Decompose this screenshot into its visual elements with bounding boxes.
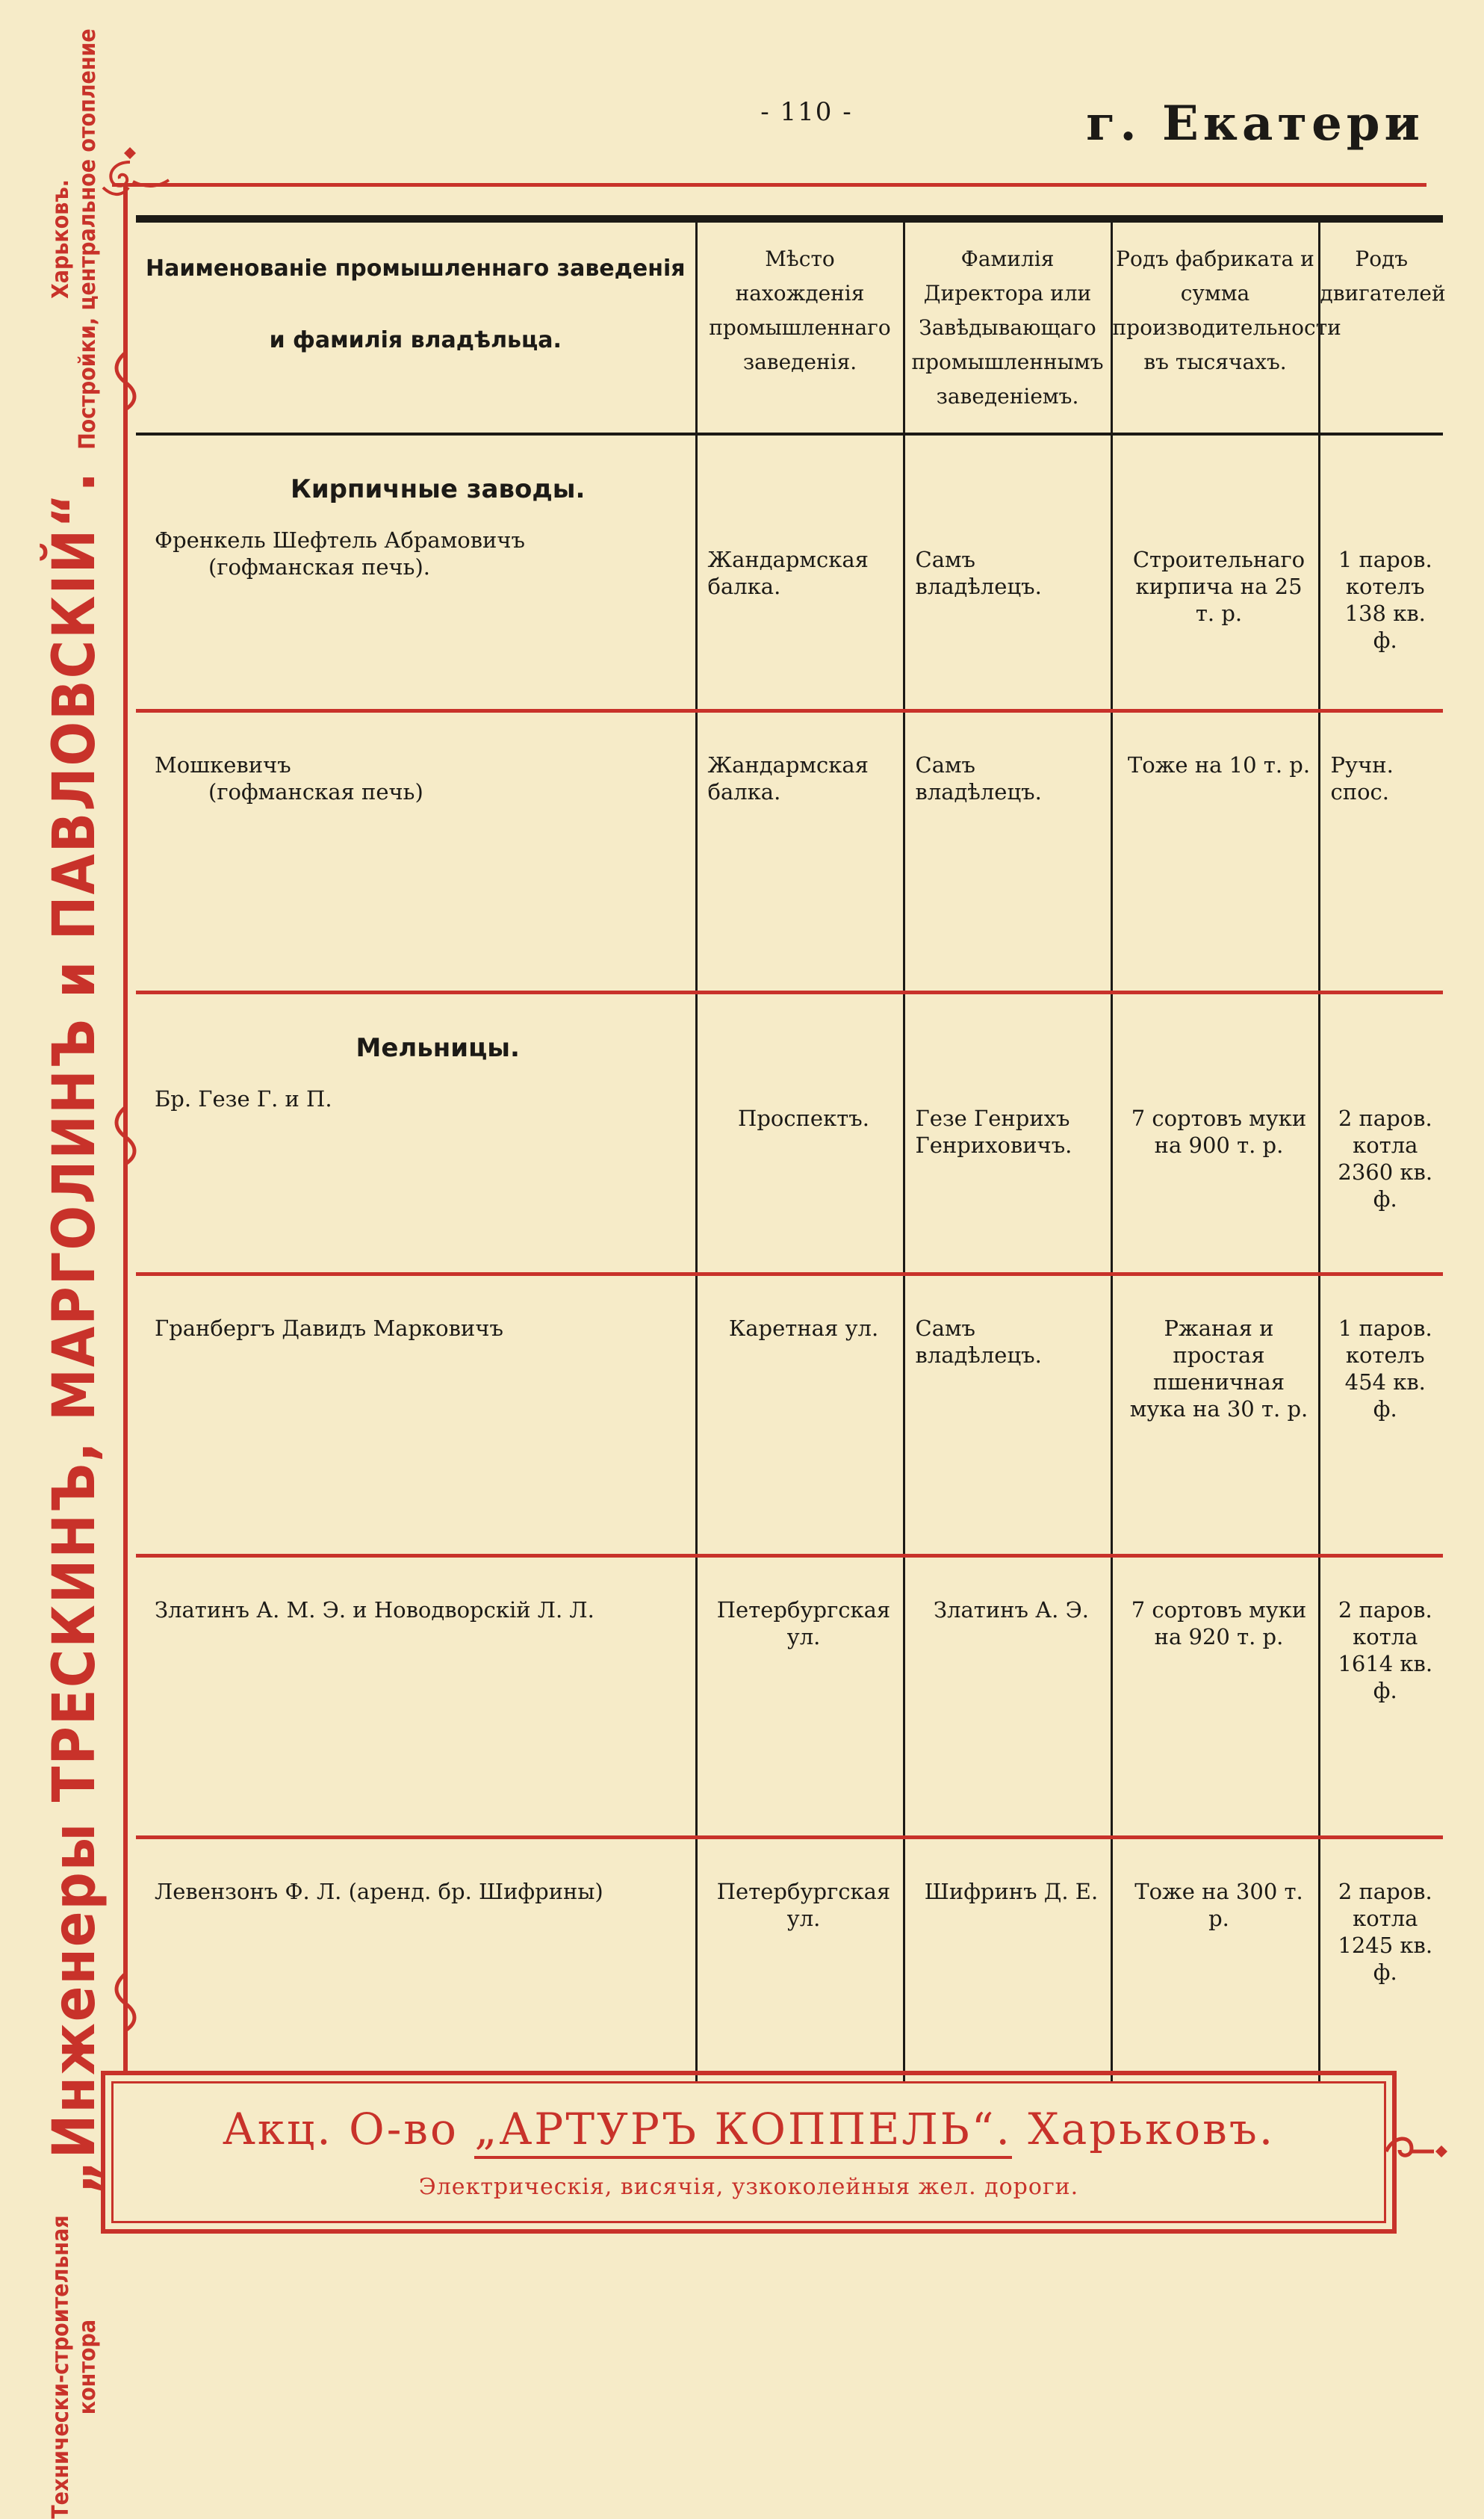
cell-name [136, 992, 696, 1274]
header-engines: Родъ двигателей [1319, 219, 1443, 434]
side-ad-left-line1: Технически-строительная [48, 2215, 74, 2519]
side-ad-brand: „Инженеры ТРЕСКИНЪ, МАРГОЛИНЪ и ПАВЛОВСКІЙ“. [41, 470, 108, 2195]
row-name: Мошкевичъ [155, 752, 291, 778]
cell-engines: 1 паров. котелъ 454 кв. ф. [1319, 1274, 1443, 1555]
cell-name [136, 1274, 696, 1555]
table-row [136, 1274, 1443, 1555]
table-row [136, 992, 1443, 1274]
cell-engines: Ручн. спос. [1319, 710, 1443, 992]
cell-engines: 2 паров. котла 1614 кв. ф. [1319, 1555, 1443, 1837]
row-name: Левензонъ Ф. Л. (аренд. бр. Шифрины) [155, 1878, 603, 1904]
side-ad-left-text [48, 2215, 102, 2518]
cell-name [136, 434, 696, 710]
cell-product: Ржаная и простая пшеничная мука на 30 т. р. [1111, 1274, 1319, 1555]
cell-product: Тоже на 300 т. р. [1111, 1837, 1319, 2083]
cell-engines: 2 паров. котла 1245 кв. ф. [1319, 1837, 1443, 2083]
side-ad-right-line2: Постройки, центральное отопление [75, 28, 101, 450]
footer-ad-company: „АРТУРЪ КОППЕЛЬ“. [474, 2104, 1012, 2159]
industrial-establishments-table [136, 215, 1446, 2083]
side-ad-left-line2: контора [75, 2319, 101, 2415]
page-number: - 110 - [760, 97, 853, 127]
header-name-line1: Наименованіе промышленнаго заведенія [145, 255, 686, 282]
footer-flourish-icon [1383, 2129, 1450, 2174]
cell-engines: 1 паров. котелъ 138 кв. ф. [1319, 434, 1443, 710]
table-row [136, 1837, 1443, 2083]
table-row [136, 434, 1443, 710]
cell-engines: 2 паров. котла 2360 кв. ф. [1319, 992, 1443, 1274]
table-row [136, 710, 1443, 992]
cell-location: Петербургская ул. [696, 1837, 904, 2083]
row-name-sub: (гофманская печь) [208, 778, 423, 805]
cell-location: Жандармская балка. [696, 710, 904, 992]
row-name: Гранбергъ Давидъ Марковичъ [155, 1315, 503, 1341]
cell-name [136, 1837, 696, 2083]
footer-ad-tagline: Электрическія, висячія, узкоколейныя жел. дороги. [418, 2174, 1079, 2200]
section-title-mills: Мельницы. [356, 1032, 520, 1063]
cell-name [136, 710, 696, 992]
running-head: г. Екатери [1086, 96, 1424, 152]
cell-product: 7 сортовъ муки на 900 т. р. [1111, 992, 1319, 1274]
cell-director: Златинъ А. Э. [904, 1555, 1111, 1837]
cell-director: Самъ владѣлецъ. [904, 1274, 1111, 1555]
cell-director: Гезе Генрихъ Генриховичъ. [904, 992, 1111, 1274]
table-row [136, 1555, 1443, 1837]
footer-ad-prefix: Акц. О-во [222, 2104, 459, 2154]
cell-product: 7 сортовъ муки на 920 т. р. [1111, 1555, 1319, 1837]
cell-location: Проспектъ. [696, 992, 904, 1274]
row-name: Златинъ А. М. Э. и Новодворскій Л. Л. [155, 1596, 594, 1623]
table-header-row [136, 219, 1443, 434]
cell-director: Самъ владѣлецъ. [904, 434, 1111, 710]
footer-ad-headline [105, 2104, 1392, 2154]
side-ad-right-line1: Харьковъ. [48, 179, 74, 300]
cell-product: Тоже на 10 т. р. [1111, 710, 1319, 992]
footer-advertisement [101, 2071, 1397, 2234]
header-rule [112, 183, 1426, 187]
cell-director: Самъ владѣлецъ. [904, 710, 1111, 992]
row-name: Френкель Шефтель Абрамовичъ [155, 527, 526, 553]
footer-ad-city: Харьковъ. [1028, 2104, 1276, 2154]
header-product: Родъ фабриката и сумма производительности въ тысячахъ. [1111, 219, 1319, 434]
header-name [136, 219, 696, 434]
row-name-sub: (гофманская печь). [208, 554, 430, 580]
section-title-brick: Кирпичные заводы. [291, 474, 586, 504]
header-director: Фамилія Директора или Завѣдывающаго промышленнымъ заведеніемъ. [904, 219, 1111, 434]
header-location: Мѣсто нахожденія промышленнаго заведенія. [696, 219, 904, 434]
cell-location: Петербургская ул. [696, 1555, 904, 1837]
cell-location: Каретная ул. [696, 1274, 904, 1555]
row-name: Бр. Гезе Г. и П. [155, 1085, 332, 1112]
cell-product: Строительнаго кирпича на 25 т. р. [1111, 434, 1319, 710]
side-ad-right-text [48, 28, 102, 450]
header-name-line2: и фамилія владѣльца. [269, 327, 562, 353]
cell-director: Шифринъ Д. Е. [904, 1837, 1111, 2083]
cell-name [136, 1555, 696, 1837]
cell-location: Жандармская балка. [696, 434, 904, 710]
